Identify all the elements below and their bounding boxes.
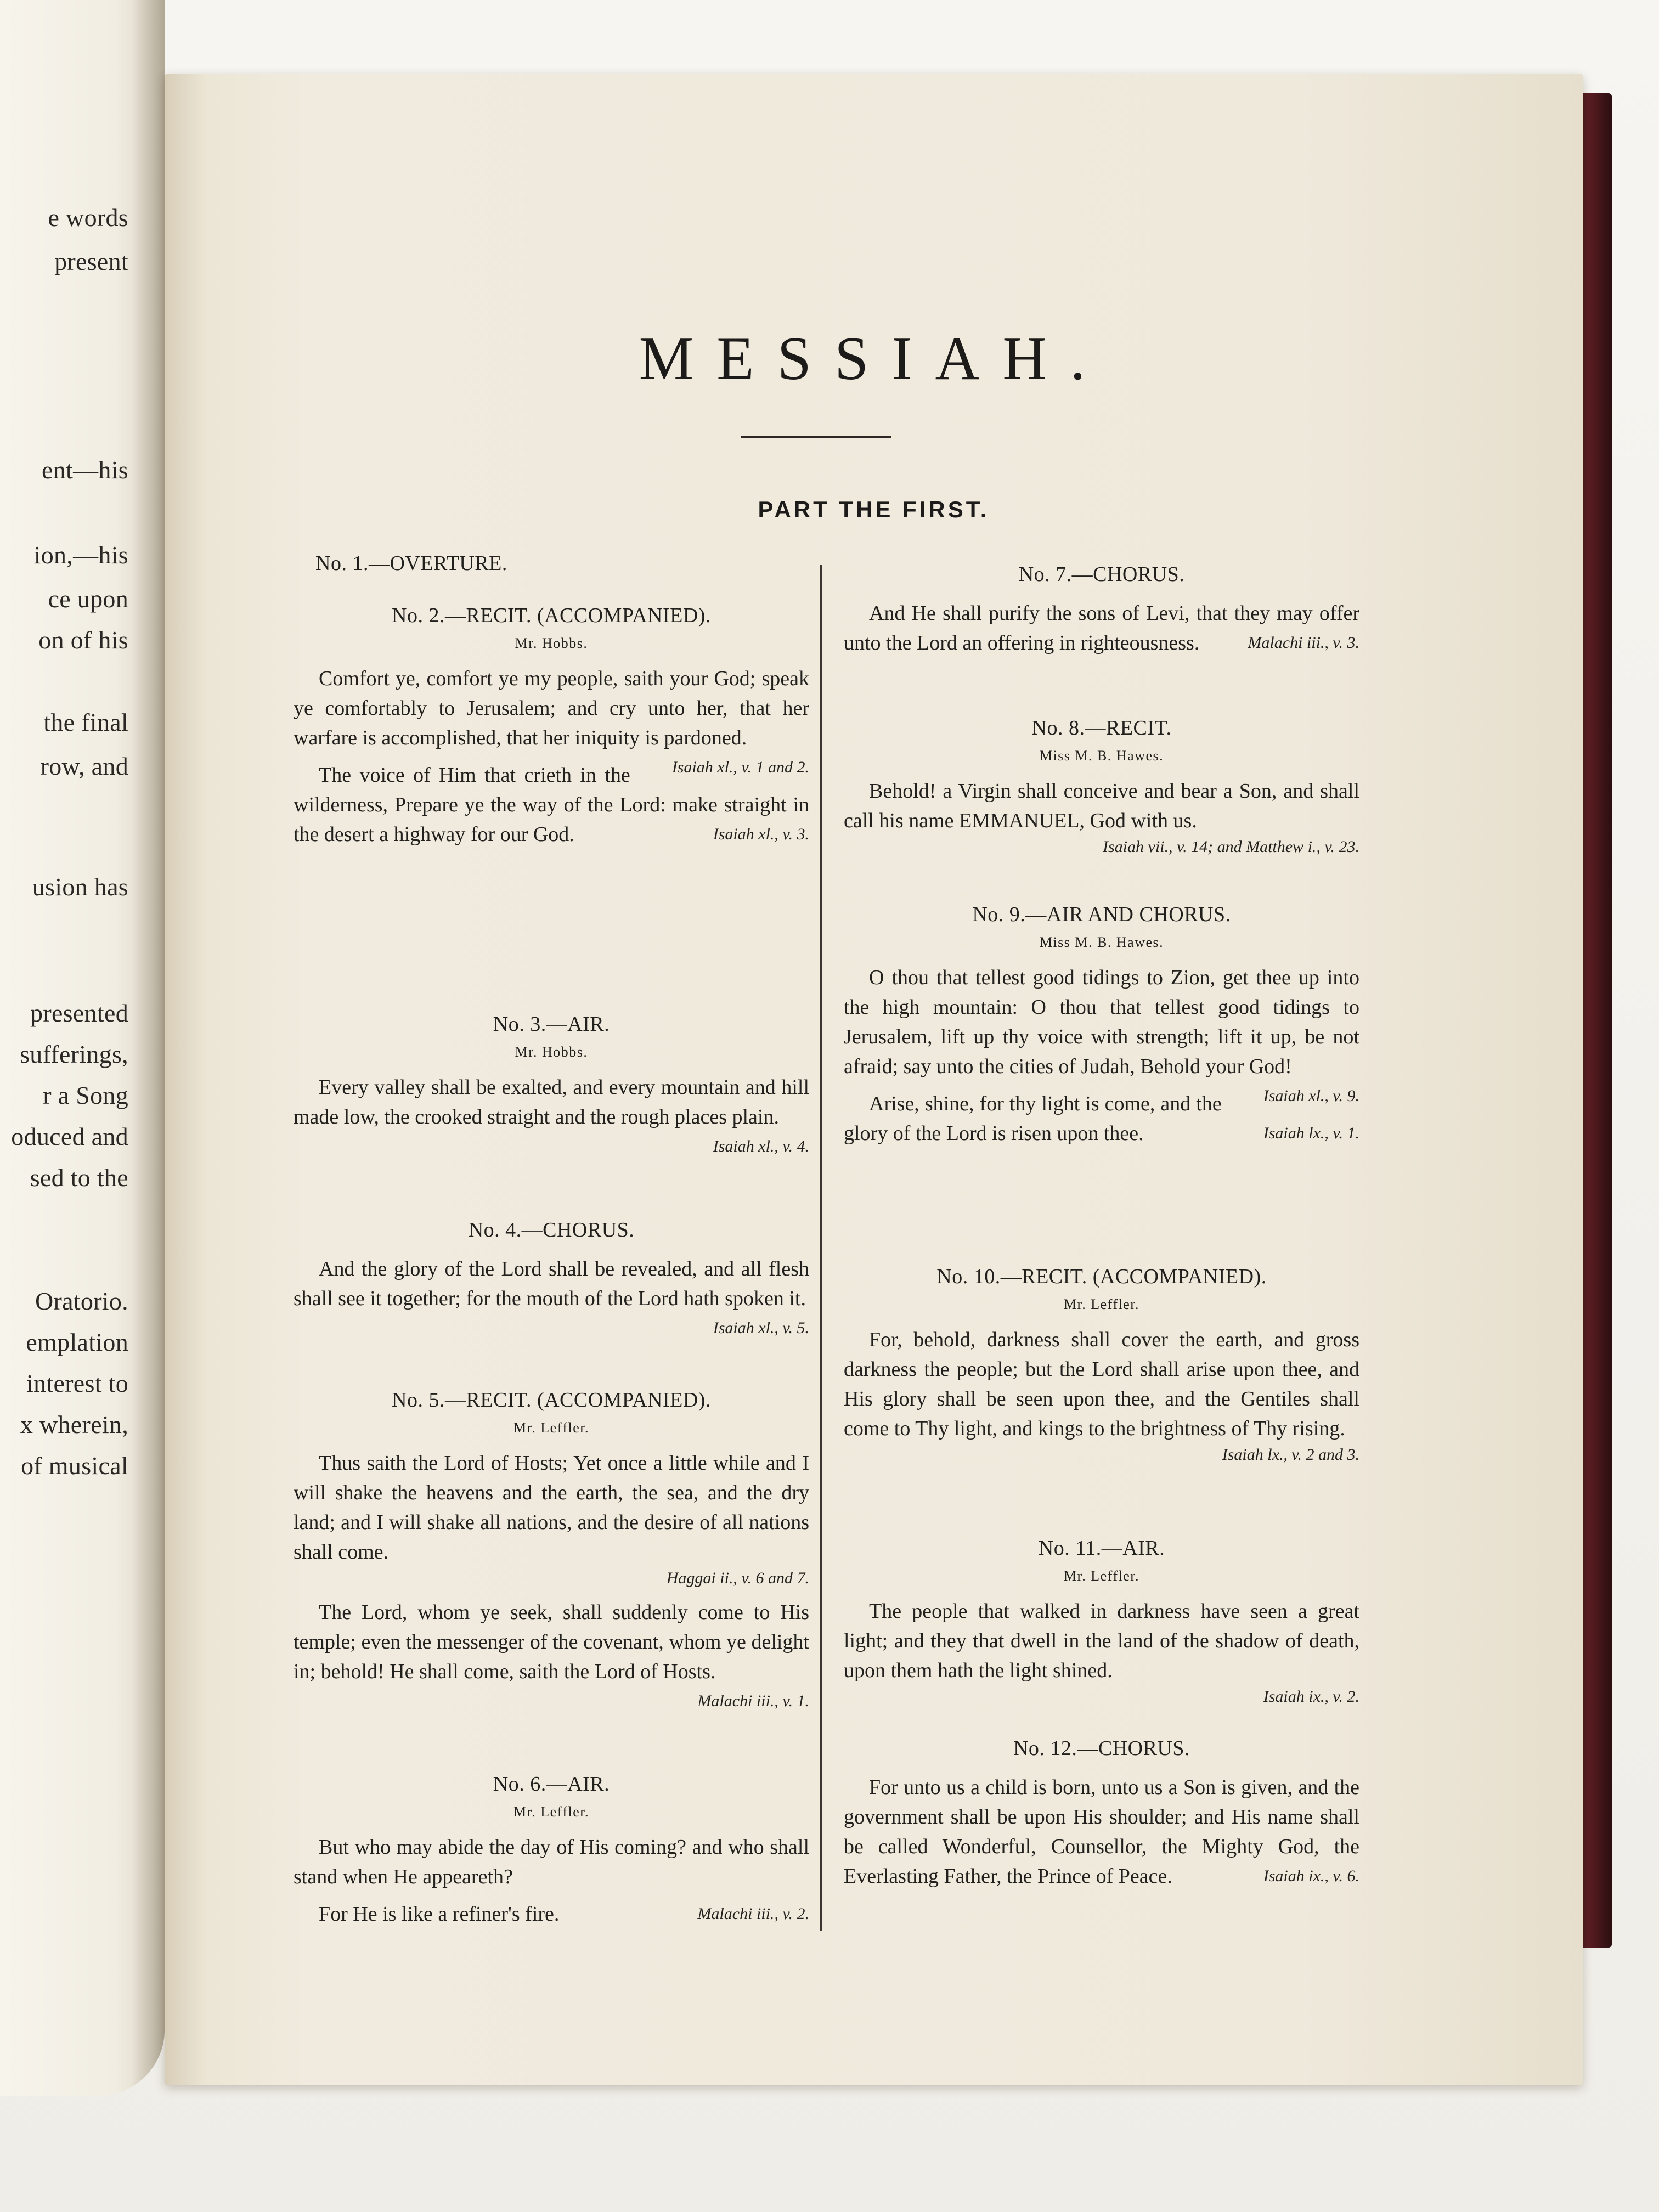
lyric-paragraph <box>294 1899 809 1929</box>
lyric-paragraph <box>844 776 1359 836</box>
section-no9 <box>844 902 1359 1148</box>
lyric-text: The voice of Him that crieth in the wilderness, Prepare ye the way of the Lord: make straight in the desert a highway for our God. <box>294 764 809 846</box>
scripture-reference: Isaiah vii., v. 14; and Matthew i., v. 23. <box>1103 838 1359 856</box>
section-title: No. 8.—RECIT. <box>1031 716 1172 740</box>
left-page-fragment: ent—his <box>42 456 128 484</box>
section-no12 <box>844 1736 1359 1891</box>
section-title: No. 5.—RECIT. (ACCOMPANIED). <box>392 1389 711 1412</box>
left-page-fragment: row, and <box>40 752 128 780</box>
left-page-fragment: sufferings, <box>20 1040 128 1068</box>
scripture-reference: Malachi iii., v. 3. <box>1248 634 1359 652</box>
section-title: No. 6.—AIR. <box>493 1773 610 1796</box>
column-divider <box>820 565 822 1931</box>
section-no3 <box>294 1012 809 1161</box>
section-title: No. 11.—AIR. <box>1038 1537 1165 1560</box>
scripture-reference: Isaiah xl., v. 1 and 2. <box>672 758 809 776</box>
left-page-fragment: r a Song <box>43 1081 128 1109</box>
section-no6 <box>294 1772 809 1929</box>
lyric-text: For He is like a refiner's fire. <box>319 1903 560 1926</box>
scripture-reference: Isaiah xl., v. 9. <box>1263 1087 1359 1105</box>
section-title: No. 12.—CHORUS. <box>1013 1737 1190 1760</box>
lyric-text: Comfort ye, comfort ye my people, saith your God; speak ye comfortably to Jerusalem; and cry unto her, that her warfare is accomplished, that her iniquity is pardoned. <box>294 667 809 749</box>
lyric-paragraph <box>844 963 1359 1105</box>
scripture-reference: Isaiah lx., v. 2 and 3. <box>1222 1446 1359 1464</box>
lyric-paragraph <box>294 1254 809 1337</box>
section-no1 <box>294 551 809 575</box>
lyric-text: Every valley shall be exalted, and every mountain and hill made low, the crooked straight and the rough places plain. <box>294 1076 809 1128</box>
section-no11 <box>844 1536 1359 1708</box>
left-page-fragment: x wherein, <box>20 1410 128 1438</box>
title-rule <box>741 436 891 438</box>
lyric-text: Behold! a Virgin shall conceive and bear a Son, and shall call his name EMMANUEL, God with us. <box>844 780 1359 832</box>
section-no7 <box>844 562 1359 658</box>
lyric-paragraph <box>844 599 1359 658</box>
section-no8 <box>844 716 1359 859</box>
section-title: No. 9.—AIR AND CHORUS. <box>972 903 1231 926</box>
scripture-reference: Isaiah xl., v. 5. <box>713 1319 809 1337</box>
lyric-paragraph <box>294 1073 809 1155</box>
section-title: No. 2.—RECIT. (ACCOMPANIED). <box>392 604 711 627</box>
left-page-fragment: on of his <box>38 626 128 654</box>
singer-name: Mr. Hobbs. <box>515 1044 588 1060</box>
lyric-paragraph <box>844 1596 1359 1685</box>
left-page-fragment: usion has <box>32 873 128 901</box>
left-page-fragment: ion,—his <box>33 541 128 569</box>
section-title: No. 7.—CHORUS. <box>1018 563 1185 586</box>
lyric-paragraph <box>844 1773 1359 1891</box>
left-page-fragment: e words <box>48 204 128 232</box>
lyric-text: But who may abide the day of His coming? and who shall stand when He appeareth? <box>294 1836 809 1888</box>
left-page-fragment: oduced and <box>11 1122 128 1150</box>
scripture-reference: Isaiah lx., v. 1. <box>1263 1124 1359 1142</box>
lyric-text: And the glory of the Lord shall be revealed, and all flesh shall see it together; for the mouth of the Lord hath spoken it. <box>294 1257 809 1310</box>
scripture-reference: Isaiah xl., v. 4. <box>713 1137 809 1155</box>
lyric-text: O thou that tellest good tidings to Zion, get thee up into the high mountain: O thou that tellest good tidings to Jerusalem, lift up thy voice with strength; lift it up, be not afraid; say unto the cities of Judah, Behold your God! <box>844 966 1359 1078</box>
scripture-reference: Isaiah ix., v. 2. <box>1263 1688 1359 1706</box>
singer-name: Mr. Leffler. <box>1063 1296 1140 1312</box>
page-gutter-shadow <box>132 0 165 2096</box>
left-page-fragment: of musical <box>21 1452 128 1480</box>
left-page-fragment: ce upon <box>48 585 128 613</box>
left-page-fragment: presented <box>30 999 128 1027</box>
left-page-fragment: emplation <box>26 1328 128 1356</box>
section-no10 <box>844 1265 1359 1466</box>
section-title: No. 4.—CHORUS. <box>468 1218 635 1242</box>
singer-name: Mr. Leffler. <box>513 1420 590 1436</box>
left-page-fragment: sed to the <box>30 1164 128 1192</box>
singer-name: Mr. Leffler. <box>513 1804 590 1820</box>
singer-name: Miss M. B. Hawes. <box>1039 934 1164 950</box>
lyric-text: Thus saith the Lord of Hosts; Yet once a little while and I will shake the heavens and the earth, the sea, and the dry land; and I will shake all nations, and the desire of all nations shall come. <box>294 1452 809 1564</box>
lyric-paragraph <box>294 1832 809 1892</box>
page-title: MESSIAH. <box>639 325 1109 393</box>
section-no5 <box>294 1388 809 1716</box>
scripture-reference: Malachi iii., v. 2. <box>697 1905 809 1923</box>
lyric-text: For unto us a child is born, unto us a Son is given, and the government shall be upon His shoulder; and His name shall be called Wonderful, Counsellor, the Mighty God, the Everlasting Father, the Prince of Peace. <box>844 1776 1359 1888</box>
lyric-text: For, behold, darkness shall cover the earth, and gross darkness the people; but the Lord shall arise upon thee, and His glory shall be seen upon thee, and the Gentiles shall come to Thy light, and kings to the brightness of Thy rising. <box>844 1328 1359 1440</box>
part-heading: PART THE FIRST. <box>758 496 990 522</box>
scripture-reference: Isaiah ix., v. 6. <box>1263 1867 1359 1885</box>
page-content <box>165 74 1583 2085</box>
section-title: No. 1.—OVERTURE. <box>315 552 507 575</box>
scripture-reference: Malachi iii., v. 1. <box>697 1692 809 1710</box>
lyric-paragraph <box>294 1448 809 1567</box>
section-no2 <box>294 603 809 849</box>
lyric-paragraph <box>294 664 809 776</box>
singer-name: Miss M. B. Hawes. <box>1039 748 1164 764</box>
scripture-reference: Haggai ii., v. 6 and 7. <box>666 1569 809 1587</box>
left-page-fragment: the final <box>43 708 128 736</box>
lyric-text: And He shall purify the sons of Levi, that they may offer unto the Lord an offering in righteousness. <box>844 602 1359 654</box>
singer-name: Mr. Hobbs. <box>515 635 588 651</box>
left-page-fragment: Oratorio. <box>35 1287 128 1315</box>
left-page-fragment: interest to <box>26 1369 128 1397</box>
section-title: No. 3.—AIR. <box>493 1013 610 1036</box>
scripture-reference: Isaiah xl., v. 3. <box>713 825 809 843</box>
lyric-text: Arise, shine, for thy light is come, and the glory of the Lord is risen upon thee. <box>844 1092 1222 1145</box>
left-page-fragment: present <box>54 247 128 275</box>
lyric-paragraph <box>844 1325 1359 1443</box>
lyric-text: The people that walked in darkness have seen a great light; and they that dwell in the land of the shadow of death, upon them hath the light shined. <box>844 1600 1359 1682</box>
left-page <box>0 0 165 2096</box>
singer-name: Mr. Leffler. <box>1063 1568 1140 1584</box>
section-no4 <box>294 1218 809 1343</box>
lyric-paragraph <box>294 1598 809 1710</box>
lyric-text: The Lord, whom ye seek, shall suddenly come to His temple; even the messenger of the covenant, whom ye delight in; behold! He shall come, saith the Lord of Hosts. <box>294 1601 809 1683</box>
book-page <box>165 74 1583 2085</box>
section-title: No. 10.—RECIT. (ACCOMPANIED). <box>936 1265 1267 1288</box>
